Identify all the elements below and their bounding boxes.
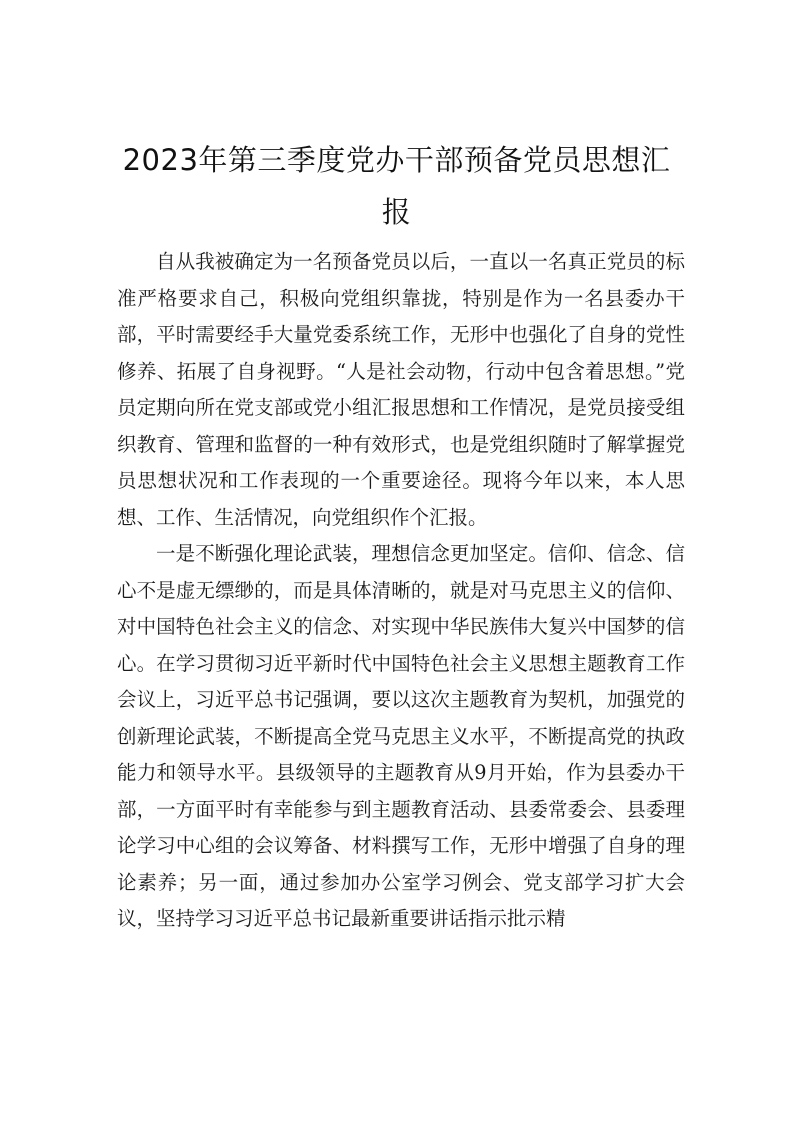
- paragraph-theory: 一是不断强化理论武装，理想信念更加坚定。信仰、信念、信心不是虚无缥缈的，而是具体清晰的，就是对马克思主义的信仰、对中国特色社会主义的信念、对实现中华民族伟大复兴中国梦的信心。在学习贯彻习近平新时代中国特色社会主义思想主题教育工作会议上，习近平总书记强调，要以这次主题教育为契机，加强党的创新理论武装，不断提高全党马克思主义水平，不断提高党的执政能力和领导水平。县级领导的主题教育从9月开始，作为县委办干部，一方面平时有幸能参与到主题教育活动、县委常委会、县委理论学习中心组的会议筹备、材料撰写工作，无形中增强了自身的理论素养；另一面，通过参加办公室学习例会、党支部学习扩大会议，坚持学习习近平总书记最新重要讲话指示批示精: [117, 542, 685, 930]
- paragraph-intro: 自从我被确定为一名预备党员以后，一直以一名真正党员的标准严格要求自己，积极向党组织靠拢，特别是作为一名县委办干部，平时需要经手大量党委系统工作，无形中也强化了自身的党性修养、拓展了自身视野。“人是社会动物，行动中包含着思想。”党员定期向所在党支部或党小组汇报思想和工作情况，是党员接受组织教育、管理和监督的一种有效形式，也是党组织随时了解掌握党员思想状况和工作表现的一个重要途径。现将今年以来，本人思想、工作、生活情况，向党组织作个汇报。: [117, 250, 685, 529]
- document-title: 2023年第三季度党办干部预备党员思想汇报: [122, 143, 671, 229]
- document-body: [117, 244, 685, 938]
